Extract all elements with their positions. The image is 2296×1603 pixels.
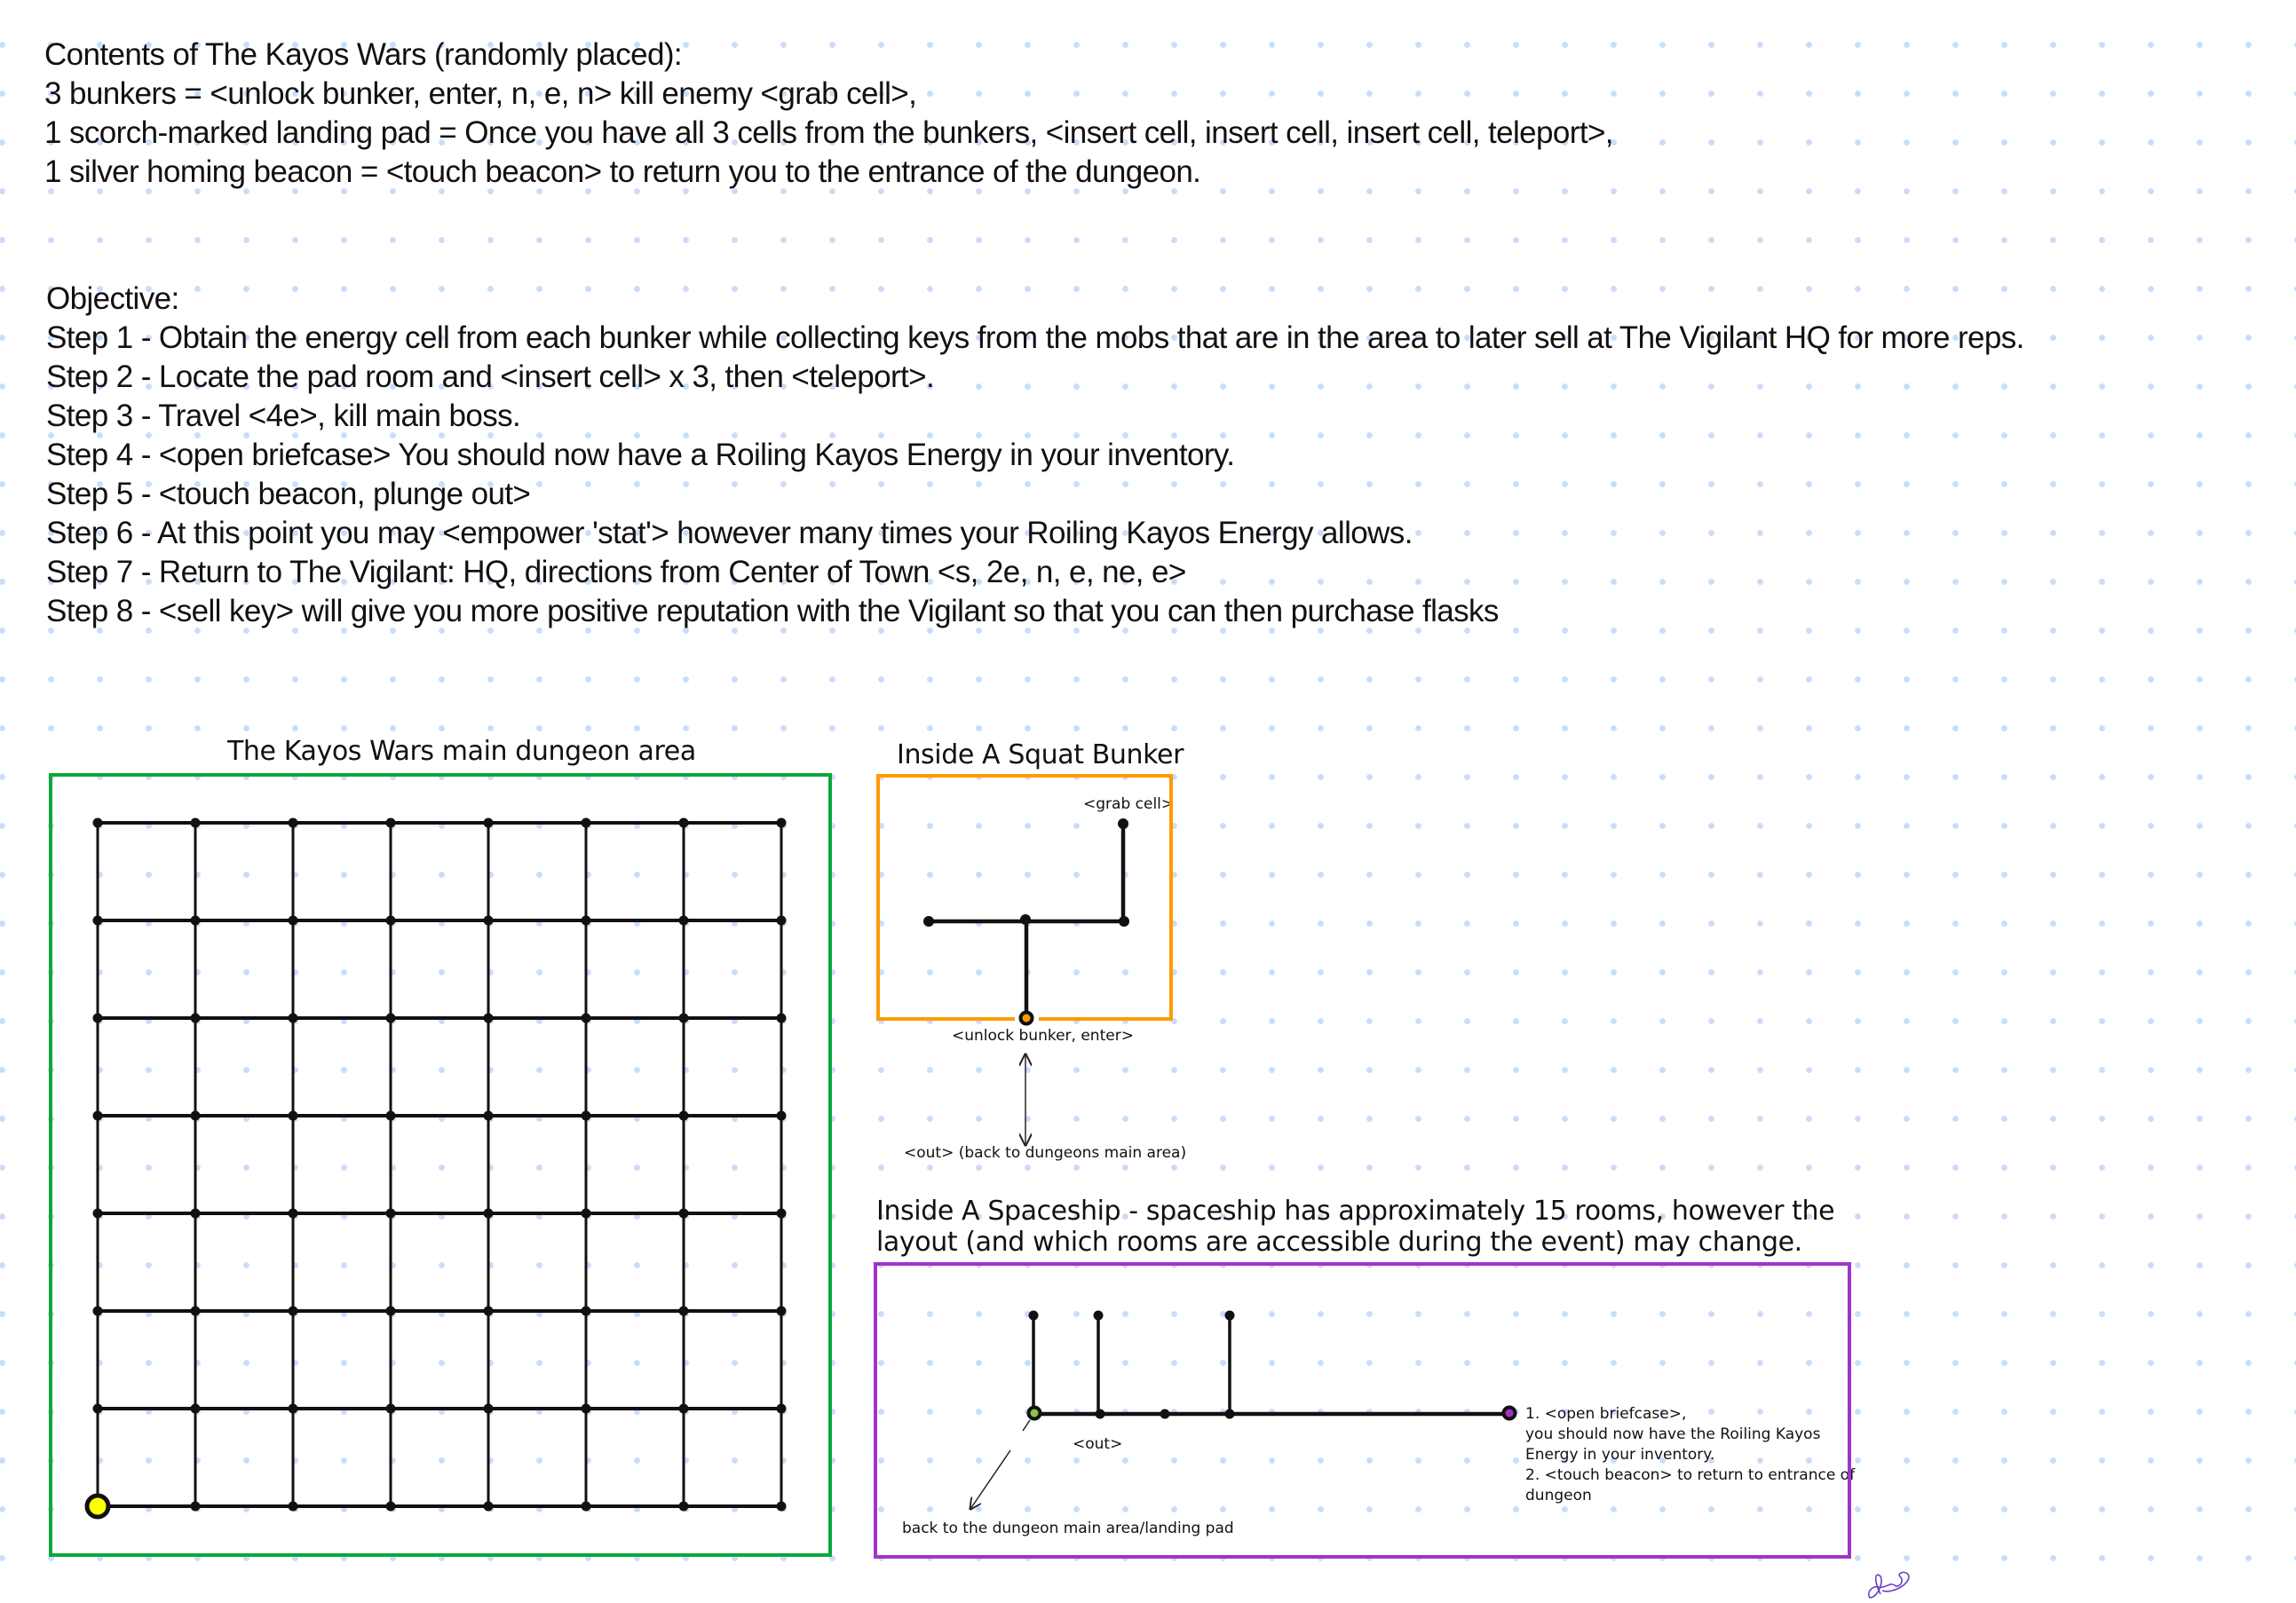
dungeon-room-node: [777, 1111, 787, 1121]
dungeon-room-node: [289, 1111, 298, 1121]
dungeon-room-node: [679, 1404, 689, 1414]
dungeon-room-node: [679, 1307, 689, 1316]
dungeon-room-node: [386, 1502, 396, 1512]
spaceship-title-line2: layout (and which rooms are accessible during the event) may change.: [876, 1227, 1802, 1258]
spaceship-note-line: you should now have the Roiling Kayos: [1525, 1425, 1821, 1443]
objective-step: Step 7 - Return to The Vigilant: HQ, directions from Center of Town <s, 2e, n, e, ne, e>: [46, 555, 1186, 589]
dungeon-room-node: [289, 916, 298, 926]
dungeon-room-node: [679, 1502, 689, 1512]
dungeon-room-node: [93, 916, 103, 926]
dungeon-room-node: [582, 1502, 591, 1512]
objective-step: Step 4 - <open briefcase> You should now have a Roiling Kayos Energy in your inventory.: [46, 438, 1235, 472]
contents-line: 1 scorch-marked landing pad = Once you have all 3 cells from the bunkers, <insert cell, insert cell, insert cell, teleport>,: [44, 115, 1613, 150]
dungeon-room-node: [679, 1111, 689, 1121]
spaceship-note-line: 2. <touch beacon> to return to entrance of: [1525, 1466, 1856, 1484]
dungeon-room-node: [582, 1014, 591, 1023]
dungeon-room-node: [679, 916, 689, 926]
spaceship-map: [1029, 1311, 1516, 1419]
dungeon-room-node: [777, 1014, 787, 1023]
spaceship-room: [1225, 1311, 1235, 1321]
dungeon-room-node: [386, 1014, 396, 1023]
bunker-title: Inside A Squat Bunker: [897, 739, 1184, 770]
spaceship-exit-arrow: [970, 1450, 1010, 1509]
dungeon-entrance-node: [87, 1496, 108, 1517]
dungeon-room-node: [582, 1307, 591, 1316]
dungeon-room-node: [93, 1209, 103, 1219]
dungeon-room-node: [582, 818, 591, 828]
spaceship-room: [1225, 1410, 1235, 1419]
objective-heading: Objective:: [46, 281, 179, 316]
dungeon-room-node: [386, 1111, 396, 1121]
dungeon-room-node: [582, 1209, 591, 1219]
dungeon-room-node: [386, 916, 396, 926]
dungeon-room-node: [191, 818, 201, 828]
bunker-map: [923, 818, 1129, 1024]
objective-step: Step 6 - At this point you may <empower 'stat'> however many times your Roiling Kayos Energy allows.: [46, 516, 1413, 550]
signature: [1869, 1572, 1909, 1598]
bunker-grab-cell-label: <grab cell>: [1083, 795, 1175, 813]
spaceship-out-label: <out>: [1073, 1435, 1123, 1453]
spaceship-note-line: Energy in your inventory.: [1525, 1446, 1715, 1464]
dungeon-room-node: [679, 818, 689, 828]
spaceship-border: [875, 1264, 1849, 1557]
objective-step: Step 8 - <sell key> will give you more positive reputation with the Vigilant so that you can then purchase flasks: [46, 594, 1499, 628]
objective-step: Step 2 - Locate the pad room and <insert cell> x 3, then <teleport>.: [46, 359, 935, 394]
dungeon-room-node: [777, 1307, 787, 1316]
dungeon-room-node: [289, 818, 298, 828]
bunker-out-label: <out> (back to dungeons main area): [904, 1144, 1187, 1162]
spaceship-note-line: 1. <open briefcase>,: [1525, 1405, 1687, 1423]
main-dungeon-border: [51, 775, 830, 1555]
dungeon-room-node: [777, 1209, 787, 1219]
dungeon-room-node: [484, 1014, 494, 1023]
dungeon-room-node: [289, 1209, 298, 1219]
dungeon-room-node: [191, 1111, 201, 1121]
dungeon-room-node: [191, 1209, 201, 1219]
dungeon-room-node: [582, 916, 591, 926]
dungeon-room-node: [777, 916, 787, 926]
dungeon-room-node: [582, 1404, 591, 1414]
dungeon-room-node: [484, 818, 494, 828]
bunker-entrance-node: [1021, 1013, 1033, 1024]
dungeon-room-node: [386, 1209, 396, 1219]
bunker-room: [923, 916, 934, 927]
spaceship-entrance-node: [1029, 1408, 1041, 1419]
dungeon-room-node: [191, 1307, 201, 1316]
dungeon-room-node: [191, 1014, 201, 1023]
contents-line: 1 silver homing beacon = <touch beacon> to return you to the entrance of the dungeon.: [44, 154, 1201, 189]
dungeon-room-node: [93, 1111, 103, 1121]
dungeon-room-node: [484, 1111, 494, 1121]
contents-line: 3 bunkers = <unlock bunker, enter, n, e, n> kill enemy <grab cell>,: [44, 76, 917, 111]
spaceship-briefcase-node: [1504, 1408, 1516, 1419]
dungeon-room-node: [289, 1014, 298, 1023]
bunker-room: [1119, 916, 1129, 927]
main-dungeon-grid: [87, 818, 787, 1518]
bunker-cell-room: [1118, 818, 1128, 829]
dungeon-room-node: [484, 1502, 494, 1512]
contents-heading: Contents of The Kayos Wars (randomly placed):: [44, 37, 683, 72]
dungeon-room-node: [777, 1502, 787, 1512]
spaceship-title-line1: Inside A Spaceship - spaceship has approximately 15 rooms, however the: [876, 1196, 1835, 1227]
dungeon-room-node: [777, 1404, 787, 1414]
dungeon-room-node: [484, 916, 494, 926]
spaceship-exit-line: [1023, 1420, 1030, 1431]
spaceship-room: [1029, 1311, 1039, 1321]
dungeon-room-node: [191, 916, 201, 926]
dungeon-room-node: [679, 1209, 689, 1219]
bunker-entry-label: <unlock bunker, enter>: [952, 1027, 1134, 1045]
spaceship-room: [1096, 1410, 1105, 1419]
dungeon-room-node: [93, 1014, 103, 1023]
dungeon-room-node: [679, 1014, 689, 1023]
bunker-room: [1020, 914, 1031, 925]
spaceship-room: [1094, 1311, 1104, 1321]
objective-step: Step 5 - <touch beacon, plunge out>: [46, 477, 531, 511]
dungeon-room-node: [484, 1404, 494, 1414]
dungeon-room-node: [777, 818, 787, 828]
dungeon-room-node: [191, 1404, 201, 1414]
objective-step: Step 3 - Travel <4e>, kill main boss.: [46, 399, 521, 433]
dungeon-room-node: [484, 1307, 494, 1316]
dungeon-room-node: [191, 1502, 201, 1512]
dungeon-room-node: [386, 1404, 396, 1414]
spaceship-note-line: dungeon: [1525, 1487, 1592, 1504]
spaceship-back-label: back to the dungeon main area/landing pad: [902, 1520, 1234, 1537]
dungeon-room-node: [93, 818, 103, 828]
dungeon-room-node: [386, 1307, 396, 1316]
main-dungeon-title: The Kayos Wars main dungeon area: [227, 736, 696, 767]
dungeon-room-node: [582, 1111, 591, 1121]
dungeon-room-node: [93, 1404, 103, 1414]
spaceship-room: [1160, 1410, 1170, 1419]
dungeon-room-node: [289, 1502, 298, 1512]
objective-step: Step 1 - Obtain the energy cell from each bunker while collecting keys from the mobs that are in the area to later sell at The Vigilant HQ for more reps.: [46, 320, 2024, 355]
dungeon-room-node: [289, 1307, 298, 1316]
dungeon-room-node: [386, 818, 396, 828]
dungeon-room-node: [484, 1209, 494, 1219]
dungeon-room-node: [93, 1307, 103, 1316]
dungeon-room-node: [289, 1404, 298, 1414]
